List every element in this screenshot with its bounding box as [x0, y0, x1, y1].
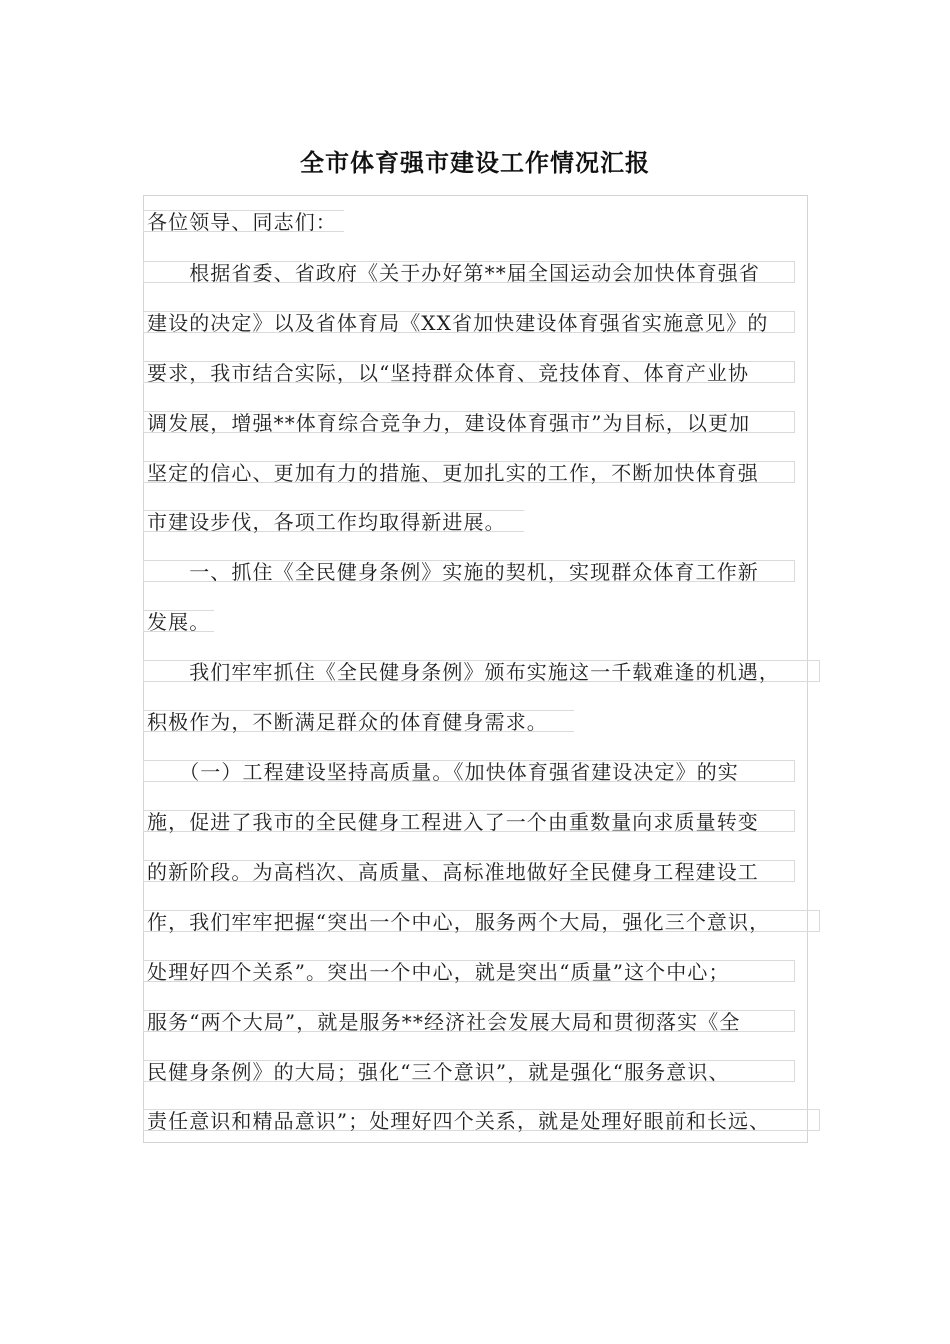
paragraph-line [147, 560, 759, 584]
line-text: 根据省委、省政府《关于办好第**届全国运动会加快体育强省 [147, 261, 760, 285]
paragraph-line [147, 810, 759, 834]
paragraph-line [147, 860, 759, 884]
paragraph-line [147, 1010, 740, 1034]
line-text: 处理好四个关系”。突出一个中心，就是突出“质量”这个中心； [147, 960, 730, 984]
line-text: 的新阶段。为高档次、高质量、高标准地做好全民健身工程建设工 [147, 860, 759, 884]
paragraph-line [147, 910, 770, 934]
line-text: 发展。 [147, 610, 211, 634]
line-text: 一、抓住《全民健身条例》实施的契机，实现群众体育工作新 [147, 560, 759, 584]
line-text: 建设的决定》以及省体育局《XX省加快建设体育强省实施意见》的 [147, 311, 769, 335]
line-text: 民健身条例》的大局；强化“三个意识”，就是强化“服务意识、 [147, 1060, 730, 1084]
line-text: 积极作为，不断满足群众的体育健身需求。 [147, 710, 548, 734]
paragraph-line [147, 1060, 730, 1084]
paragraph-line [147, 461, 759, 485]
line-text: 施，促进了我市的全民健身工程进入了一个由重数量向求质量转变 [147, 810, 759, 834]
line-text: 坚定的信心、更加有力的措施、更加扎实的工作，不断加快体育强 [147, 461, 759, 485]
paragraph-line [147, 960, 730, 984]
paragraph-line [147, 210, 337, 234]
paragraph-line [147, 261, 760, 285]
line-text: （一）工程建设坚持高质量。《加快体育强省建设决定》的实 [147, 760, 739, 784]
paragraph-line [147, 660, 780, 684]
line-text: 要求，我市结合实际，以“坚持群众体育、竞技体育、体育产业协 [147, 361, 750, 385]
line-text: 责任意识和精品意识”；处理好四个关系，就是处理好眼前和长远、 [147, 1109, 771, 1133]
line-text: 市建设步伐，各项工作均取得新进展。 [147, 510, 506, 534]
paragraph-line [147, 610, 210, 634]
paragraph-line [147, 411, 750, 435]
paragraph-line [147, 361, 749, 385]
paragraph-line [147, 311, 768, 335]
paragraph-line [147, 760, 739, 784]
line-text: 作，我们牢牢把握“突出一个中心，服务两个大局，强化三个意识， [147, 910, 771, 934]
document-title: 全市体育强市建设工作情况汇报 [300, 149, 650, 177]
line-text: 调发展，增强**体育综合竞争力，建设体育强市”为目标，以更加 [147, 411, 751, 435]
paragraph-line [147, 510, 506, 534]
line-text: 服务“两个大局”，就是服务**经济社会发展大局和贯彻落实《全 [147, 1010, 741, 1034]
paragraph-line [147, 1109, 770, 1133]
paragraph-line [147, 710, 548, 734]
line-text: 我们牢牢抓住《全民健身条例》颁布实施这一千载难逢的机遇， [147, 660, 780, 684]
line-text: 各位领导、同志们： [147, 210, 337, 234]
